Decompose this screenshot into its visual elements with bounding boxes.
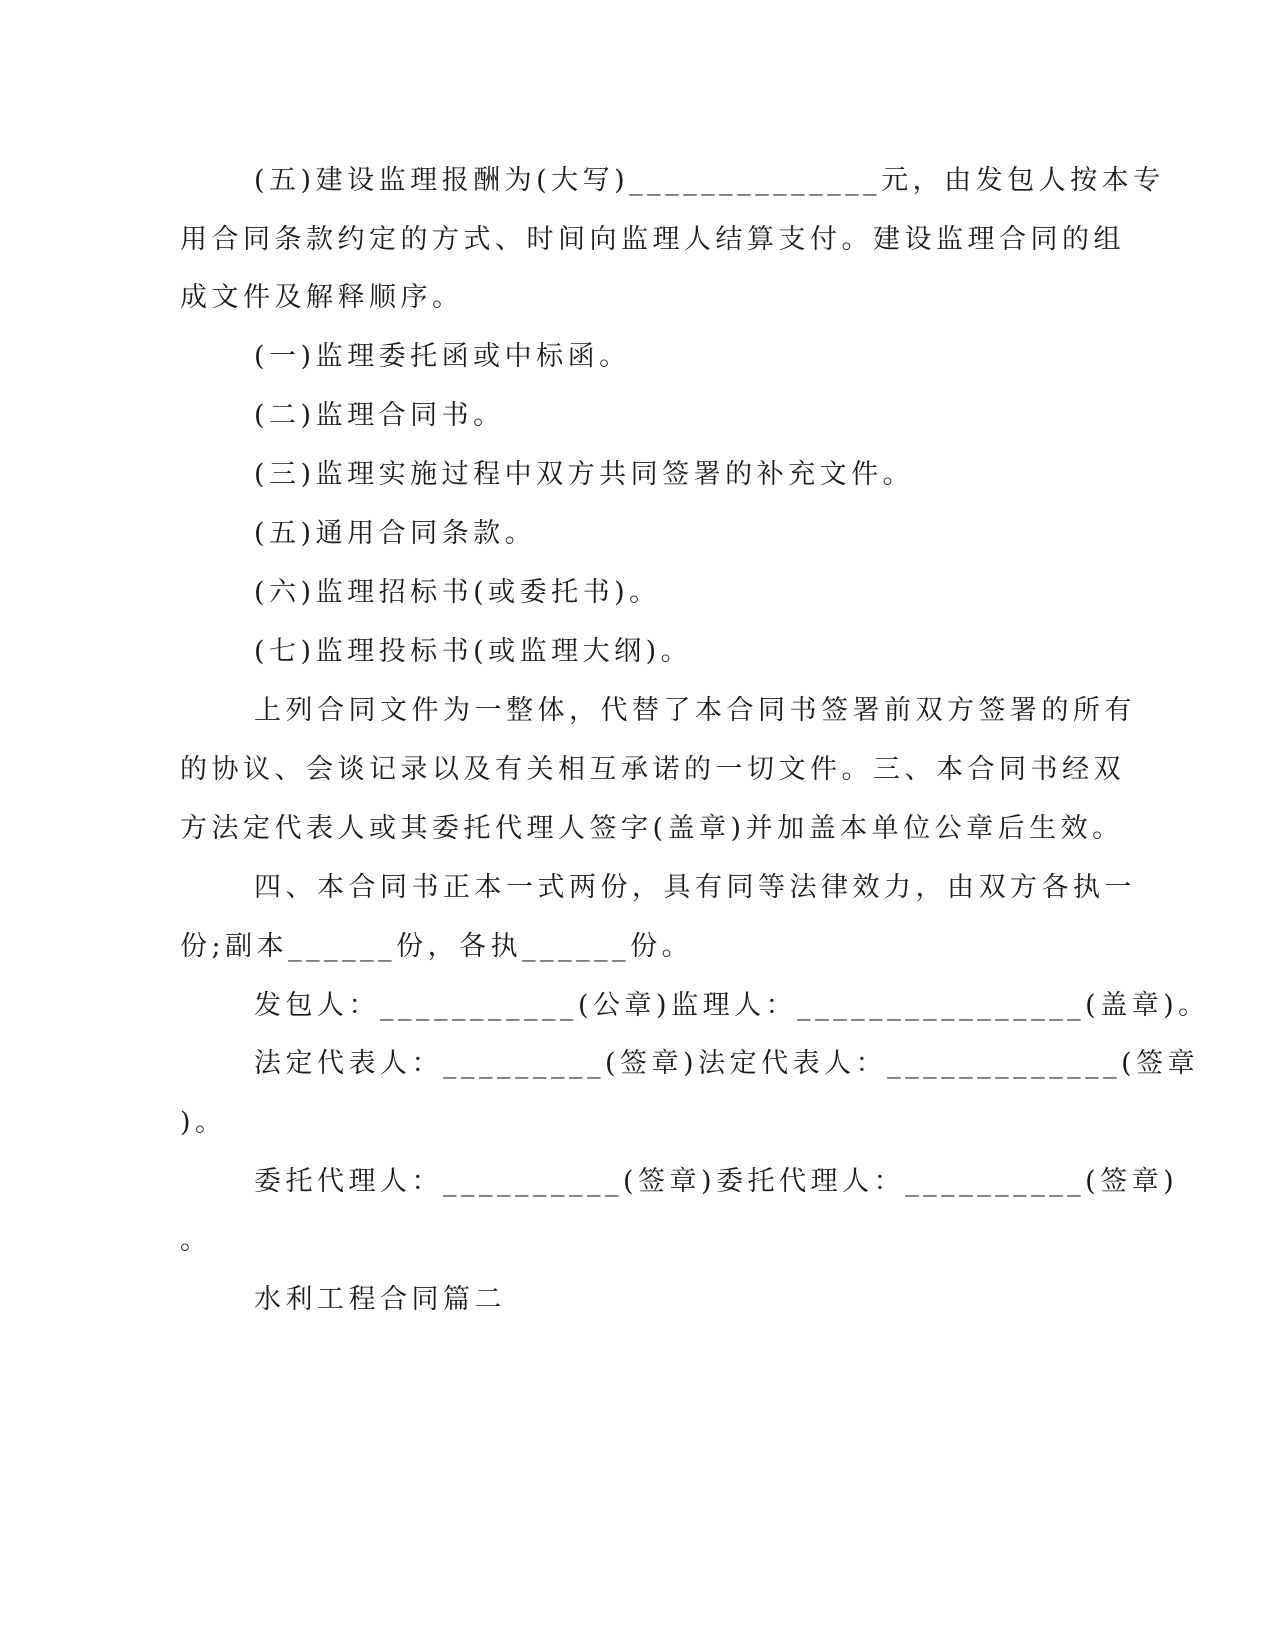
list-item: (六)监理招标书(或委托书)。 <box>254 577 661 608</box>
signature-line: 。 <box>180 1225 212 1256</box>
paragraph-line: 四、本合同书正本一式两份，具有同等法律效力，由双方各执一 <box>254 872 1136 903</box>
paragraph-line: 用合同条款约定的方式、时间向监理人结算支付。建设监理合同的组 <box>180 224 1125 255</box>
paragraph-line: (五)建设监理报酬为(大写)______________元，由发包人按本专 <box>254 165 1165 196</box>
signature-line: 法定代表人：_________(签章)法定代表人：_____________(签章 <box>254 1048 1200 1079</box>
list-item: (七)监理投标书(或监理大纲)。 <box>254 636 693 667</box>
paragraph-line: 上列合同文件为一整体，代替了本合同书签署前双方签署的所有 <box>254 695 1136 726</box>
signature-line: )。 <box>180 1107 227 1138</box>
paragraph-line: 的协议、会谈记录以及有关相互承诺的一切文件。三、本合同书经双 <box>180 754 1125 785</box>
signature-line: 发包人：___________(公章)监理人：________________(盖章)。 <box>254 990 1210 1021</box>
paragraph-line: 方法定代表人或其委托代理人签字(盖章)并加盖本单位公章后生效。 <box>180 813 1124 844</box>
list-item: (五)通用合同条款。 <box>254 518 537 549</box>
section-heading: 水利工程合同篇二 <box>254 1284 506 1315</box>
paragraph-line: 份;副本______份，各执______份。 <box>180 931 694 962</box>
paragraph-line: 成文件及解释顺序。 <box>180 282 464 313</box>
signature-line: 委托代理人：__________(签章)委托代理人：__________(签章) <box>254 1166 1179 1197</box>
list-item: (二)监理合同书。 <box>254 400 505 431</box>
list-item: (三)监理实施过程中双方共同签署的补充文件。 <box>254 459 915 490</box>
list-item: (一)监理委托函或中标函。 <box>254 341 631 372</box>
